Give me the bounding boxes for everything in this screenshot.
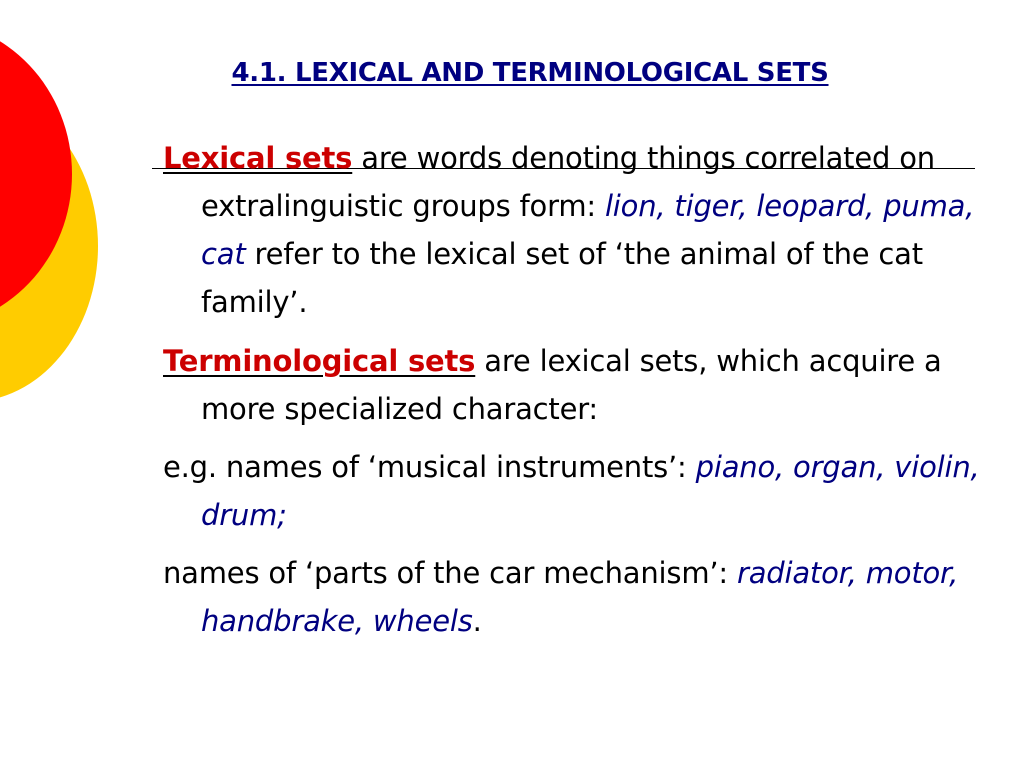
term-terminological-sets: Terminological sets (163, 344, 476, 378)
paragraph-text: are words denoting things correlated on extralinguistic groups form: (201, 141, 935, 223)
term-lexical-sets: Lexical sets (163, 141, 353, 175)
paragraph-text: e.g. names of ‘musical instruments’: (163, 450, 696, 484)
paragraph-musical-instruments (163, 443, 1016, 539)
example-words: radiator, motor, handbrake, wheels (201, 556, 959, 638)
paragraph-text: . (472, 604, 482, 638)
example-words: lion, tiger, leopard, puma, cat (201, 189, 975, 271)
paragraph-car-mechanism (163, 549, 1016, 645)
paragraph-text: names of ‘parts of the car mechanism’: (163, 556, 737, 590)
paragraph-text: refer to the lexical set of ‘the animal of the cat family’. (201, 237, 923, 319)
paragraph-text: are lexical sets, which acquire a more specialized character: (201, 344, 942, 426)
paragraph-terminological-sets (163, 337, 1016, 433)
paragraph-lexical-sets (163, 134, 1016, 326)
example-words: piano, organ, violin, drum; (201, 450, 980, 532)
slide-title: 4.1. LEXICAL AND TERMINOLOGICAL SETS (231, 58, 829, 88)
